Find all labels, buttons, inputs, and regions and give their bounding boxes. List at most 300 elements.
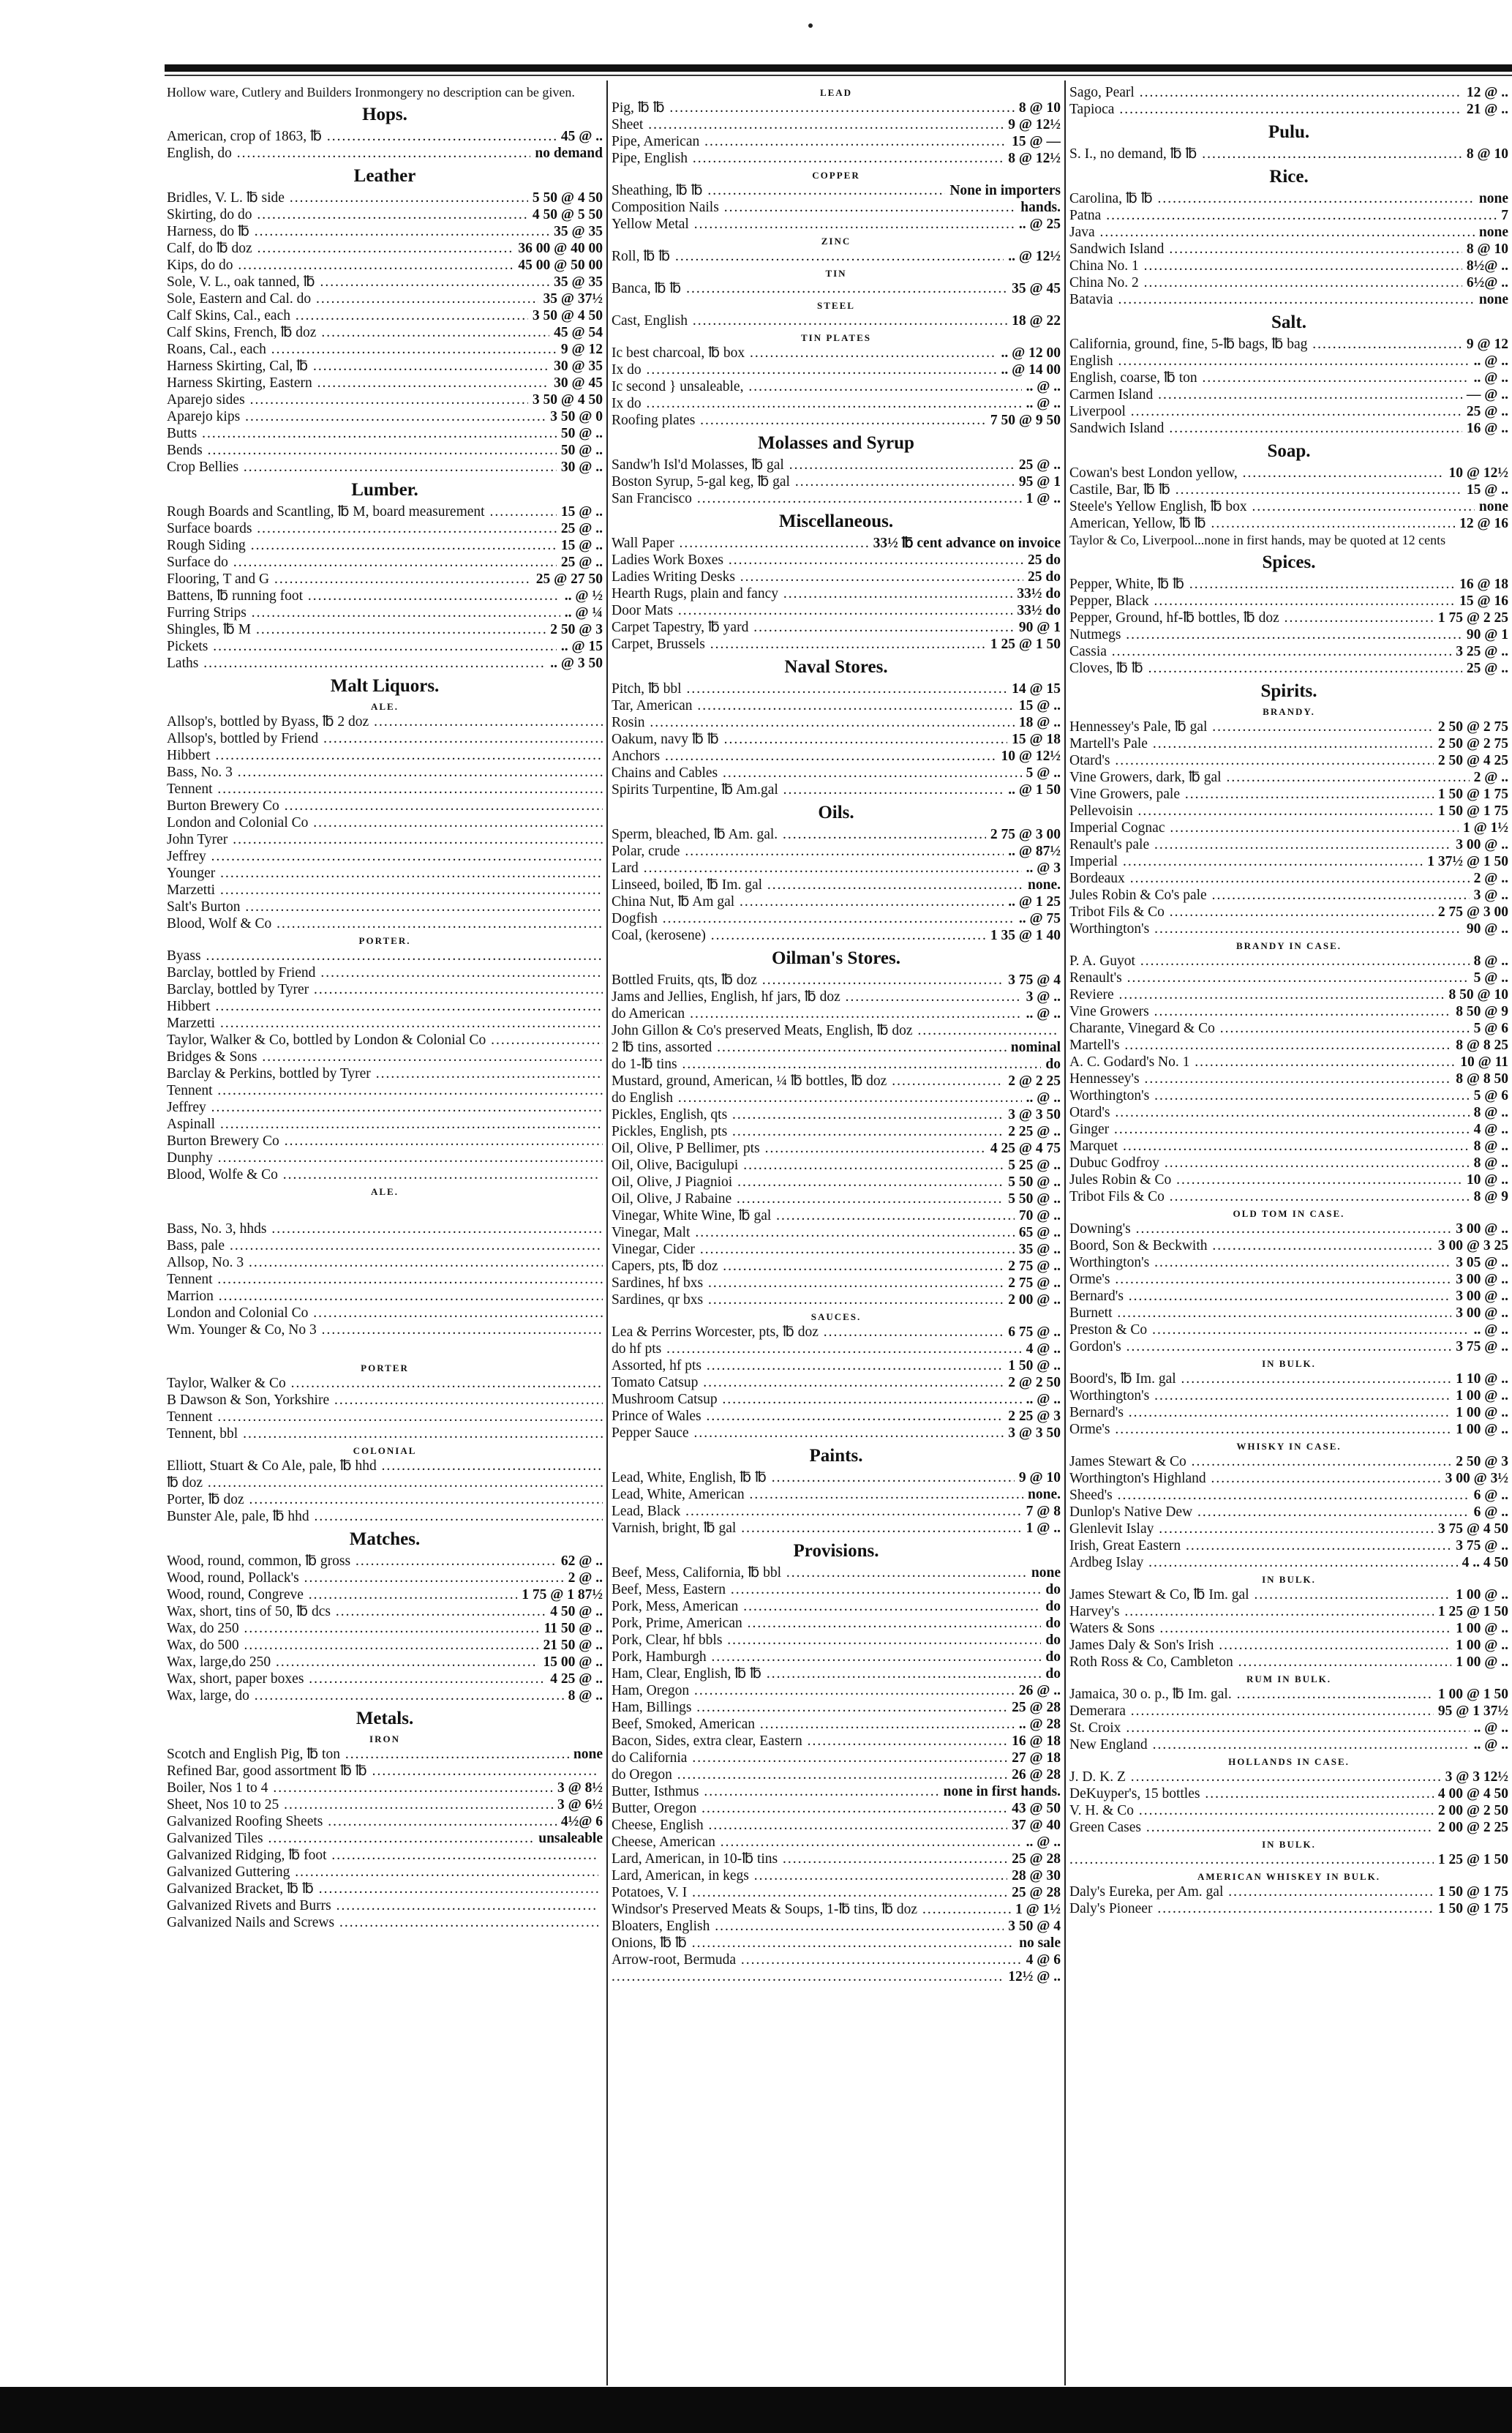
price-row [612,1699,1061,1716]
item-price: do [1045,1649,1061,1665]
item-name: Wm. Younger & Co, No 3 ..... [167,1322,603,1338]
price-row [612,1106,1061,1123]
section-heading: Metals. [356,1709,414,1728]
price-row [1069,1686,1508,1703]
price-row [612,1174,1061,1191]
item-name: Pickles, English, pts ..... [612,1123,1004,1140]
item-name: Steele's Yellow English, ℔ box ..... [1069,498,1475,515]
price-row [167,1847,603,1864]
subsection-heading: OLD TOM IN CASE. [1233,1208,1345,1219]
item-name: Daly's Pioneer ..... [1069,1900,1434,1917]
price-row [612,1157,1061,1174]
item-name: Calf Skins, Cal., each ..... [167,307,528,324]
item-price: 2 @ .. [1473,871,1508,886]
item-price: .. @ .. [1473,353,1508,369]
price-row [167,638,603,655]
item-price: 1 00 @ .. [1456,1638,1508,1653]
price-row [167,1881,603,1897]
item-price: 4 @ 6 [1026,1952,1061,1968]
price-row [1069,1654,1508,1671]
item-name: Pitch, ℔ bbl ..... [612,681,1007,697]
item-price: unsaleable [538,1831,603,1846]
item-price: 2 50 @ 3 [1456,1454,1508,1469]
item-price: 37 @ 40 [1012,1818,1061,1833]
item-price: 1 75 @ 1 87½ [522,1587,603,1602]
item-price: 8 @ .. [1473,1105,1508,1120]
price-row [167,1392,603,1409]
item-price: 21 50 @ .. [543,1638,603,1653]
item-price: 11 50 @ .. [544,1621,603,1636]
item-price: .. @ 3 [1026,861,1061,876]
item-price: 2 25 @ 3 [1008,1409,1061,1424]
price-row [1069,1371,1508,1387]
price-row [167,274,603,290]
item-price: 3 @ 8½ [557,1780,603,1796]
item-price: 8 @ .. [1473,1139,1508,1154]
item-price: .. @ 1 25 [1008,894,1061,910]
item-name: Wood, round, common, ℔ gross ..... [167,1553,557,1570]
price-row [1069,1305,1508,1322]
item-name: Laths ..... [167,655,546,672]
item-name: Galvanized Tiles ..... [167,1830,534,1847]
item-price: 10 @ 11 [1460,1054,1508,1070]
item-price: 3 75 @ 4 [1008,972,1061,988]
item-price: 2 50 @ 4 25 [1437,753,1508,768]
item-price: 3 50 @ 0 [550,409,603,424]
item-price: .. @ .. [1026,1090,1061,1106]
item-name: Tribot Fils & Co ..... [1069,904,1434,921]
price-row [167,223,603,240]
item-name: Galvanized Bracket, ℔ ℔ ..... [167,1881,598,1897]
item-price: 8 @ 9 [1473,1189,1508,1204]
item-price: do [1045,1632,1061,1648]
item-name [1069,1851,1434,1868]
item-price: none. [1028,877,1061,893]
item-name: Dubuc Godfroy ..... [1069,1155,1470,1171]
item-name: Calf Skins, French, ℔ doz ..... [167,324,549,341]
price-row [1069,719,1508,735]
price-row [167,831,603,848]
item-name: Oil, Olive, J Piagnioi ..... [612,1174,1004,1191]
price-row [167,1508,603,1525]
item-price: 90 @ .. [1466,921,1508,937]
price-row [612,1123,1061,1140]
price-row [1069,735,1508,752]
price-row [1069,515,1508,532]
price-row [612,1968,1061,1985]
price-row [1069,870,1508,887]
item-name: Patna ..... [1069,207,1497,224]
price-row [612,1783,1061,1800]
item-price: 2 75 @ .. [1008,1275,1061,1291]
subsection-heading: PORTER [361,1362,409,1373]
price-row [612,1073,1061,1090]
price-row [167,1746,603,1763]
top-rule-thin [165,75,1512,76]
item-price: 3 00 @ .. [1456,1289,1508,1304]
price-row [612,1682,1061,1699]
item-name: 2 ℔ tins, assorted ..... [612,1039,1007,1056]
price-row [1069,1637,1508,1654]
item-price: 15 @ .. [560,538,603,553]
item-name: Lead, White, English, ℔ ℔ ..... [612,1469,1015,1486]
item-price: 15 00 @ .. [543,1654,603,1670]
item-price: .. @ 75 [1018,911,1061,926]
price-row [1069,970,1508,986]
item-name: Pork, Prime, American ..... [612,1615,1041,1632]
price-row [1069,481,1508,498]
price-row [612,1207,1061,1224]
price-row [167,257,603,274]
item-name: Prince of Wales ..... [612,1408,1004,1425]
price-row [167,1271,603,1288]
price-row [612,1324,1061,1341]
item-name: do hf pts ..... [612,1341,1022,1357]
price-row [1069,1138,1508,1155]
item-name: Pipe, American ..... [612,133,1007,150]
top-rule [165,64,1512,72]
price-row [1069,576,1508,593]
item-price: 5 @ .. [1026,765,1061,781]
price-row [167,1687,603,1704]
price-row [1069,241,1508,258]
item-price: 33½ ℔ cent advance on invoice [873,536,1061,551]
price-row [167,1133,603,1150]
item-price: .. @ .. [1473,1322,1508,1338]
section-heading: Provisions. [793,1541,879,1561]
item-price: 5 @ 6 [1473,1088,1508,1103]
price-row [1069,1720,1508,1736]
item-name: Sole, V. L., oak tanned, ℔ ..... [167,274,549,290]
price-row [1069,1785,1508,1802]
grouped-items [167,1199,603,1360]
item-name: Lard ..... [612,860,1022,877]
price-row [1069,1470,1508,1487]
item-name: Ham, Billings ..... [612,1699,1007,1716]
item-name: Worthington's ..... [1069,1387,1451,1404]
item-price: .. @ .. [1026,379,1061,394]
item-name: Otard's ..... [1069,752,1434,769]
item-name: Burton Brewery Co ..... [167,1133,603,1150]
item-price: 2 75 @ 3 00 [990,827,1061,842]
item-name: Burton Brewery Co ..... [167,798,603,814]
item-name: Shingles, ℔ M ..... [167,621,546,638]
item-name: Ladies Writing Desks ..... [612,569,1023,585]
item-price: 30 @ 35 [554,359,603,374]
price-row [1069,1404,1508,1421]
price-row [1069,1188,1508,1205]
item-price: none [1478,191,1508,206]
price-row [167,848,603,865]
item-name: Butts ..... [167,425,557,442]
price-row [167,1458,603,1474]
item-name: Oakum, navy ℔ ℔ ..... [612,731,1007,748]
price-row [167,1254,603,1271]
item-name: Downing's ..... [1069,1221,1451,1237]
price-row [1069,593,1508,610]
item-name: Mushroom Catsup ..... [612,1391,1022,1408]
section-heading: Salt. [1271,312,1306,332]
price-row [1069,498,1508,515]
item-name: Cloves, ℔ ℔ ..... [1069,660,1462,677]
item-price: 8 @ 10 [1466,241,1508,257]
price-row [1069,1819,1508,1836]
price-row [167,190,603,206]
item-name: Vine Growers ..... [1069,1003,1451,1020]
item-name: Bunster Ale, pale, ℔ hhd ..... [167,1508,603,1525]
price-row [612,1140,1061,1157]
item-name: Roll, ℔ ℔ ..... [612,248,1004,265]
item-name: Lard, American, in kegs ..... [612,1867,1007,1884]
price-row [1069,146,1508,162]
item-price: 1 00 @ 1 50 [1437,1687,1508,1702]
item-name: Wood, round, Congreve ..... [167,1586,517,1603]
item-price: 4½@ 6 [560,1814,603,1829]
item-price: .. @ .. [1026,396,1061,411]
price-row [167,1864,603,1881]
price-row [167,1032,603,1049]
item-name: Beef, Mess, California, ℔ bbl ..... [612,1564,1027,1581]
item-name: James Stewart & Co, ℔ Im. gal ..... [1069,1586,1451,1603]
item-price: 3 75 @ .. [1456,1339,1508,1354]
item-name: Lead, White, American ..... [612,1486,1023,1503]
item-price: 25 do [1028,552,1061,568]
price-row [1069,1603,1508,1620]
price-row [612,280,1061,297]
item-price: 5 50 @ .. [1008,1174,1061,1190]
item-name: Ham, Oregon ..... [612,1682,1015,1699]
price-row [1069,1020,1508,1037]
item-name: Carmen Island ..... [1069,386,1462,403]
item-price: 30 @ 45 [554,375,603,391]
price-row [1069,207,1508,224]
item-price: 3 25 @ .. [1456,644,1508,659]
price-row [1069,1487,1508,1504]
item-price: 3 50 @ 4 50 [532,392,603,408]
price-row [612,1901,1061,1918]
price-row [167,307,603,324]
section-heading: Oilman's Stores. [772,948,900,968]
item-name: American, Yellow, ℔ ℔ ..... [1069,515,1455,532]
item-name: Flooring, T and G ..... [167,571,532,588]
item-price: 45 @ 54 [554,325,603,340]
item-name: Tar, American ..... [612,697,1015,714]
price-row [167,1237,603,1254]
price-row [167,1637,603,1654]
item-name: Wax, large,do 250 ..... [167,1654,538,1671]
item-name: Green Cases ..... [1069,1819,1434,1836]
item-price: 8 @ .. [568,1688,603,1703]
item-price: 2 @ 2 25 [1008,1073,1061,1089]
price-row [612,378,1061,395]
item-price: none. [1028,1487,1061,1502]
item-name: Refined Bar, good assortment ℔ ℔ ..... [167,1763,598,1780]
item-price: 50 @ .. [560,443,603,458]
price-row [167,1015,603,1032]
price-row [167,408,603,425]
price-row [167,814,603,831]
item-name: Roth Ross & Co, Cambleton ..... [1069,1654,1451,1671]
price-column-2 [612,84,1061,2382]
item-price: .. @ 15 [560,639,603,654]
price-row [1069,1003,1508,1020]
price-row [612,1374,1061,1391]
item-name: Pipe, English ..... [612,150,1004,167]
item-price: .. @ .. [1473,1720,1508,1736]
item-price: 3 00 @ 3 25 [1437,1238,1508,1253]
item-name: Bacon, Sides, extra clear, Eastern ..... [612,1733,1007,1750]
item-name: Allsop's, bottled by Friend ..... [167,730,603,747]
price-row [1069,1338,1508,1355]
subsection-heading: AMERICAN WHISKEY IN BULK. [1197,1871,1381,1882]
price-row [612,345,1061,361]
item-name: Pepper Sauce ..... [612,1425,1004,1442]
price-row [1069,660,1508,677]
item-price: 6 @ .. [1473,1504,1508,1520]
item-price: 8 @ 10 [1466,146,1508,162]
item-name: Demerara ..... [1069,1703,1434,1720]
item-name: do California ..... [612,1750,1007,1766]
grouped-items [167,713,603,932]
item-price: 1 @ .. [1026,491,1061,506]
item-name: Polar, crude ..... [612,843,1004,860]
item-price: 5 50 @ 4 50 [532,190,603,206]
item-name: St. Croix ..... [1069,1720,1470,1736]
item-price: 15 @ 18 [1012,732,1061,747]
item-price: 3 50 @ 4 50 [532,308,603,323]
item-name: Charante, Vinegard & Co ..... [1069,1020,1470,1037]
item-name: Composition Nails ..... [612,199,1016,216]
item-price: 45 00 @ 50 00 [518,258,603,273]
price-row [612,826,1061,843]
item-name: Capers, pts, ℔ doz ..... [612,1258,1004,1275]
item-price: 6 @ .. [1473,1488,1508,1503]
subsection-heading: WHISKY IN CASE. [1236,1441,1342,1452]
item-name: Worthington's ..... [1069,921,1462,937]
item-name: do 1-℔ tins ..... [612,1056,1041,1073]
subsection-heading: ZINC [821,236,851,247]
item-name: John Tyrer ..... [167,831,603,848]
item-name: Mustard, ground, American, ¼ ℔ bottles, ℔ doz ..... [612,1073,1004,1090]
price-row [167,1116,603,1133]
price-row [1069,1221,1508,1237]
price-row [1069,1322,1508,1338]
price-row [612,893,1061,910]
subsection-heading: STEEL [817,300,855,311]
item-name: Tribot Fils & Co ..... [1069,1188,1470,1205]
item-price: 2 @ .. [568,1570,603,1586]
section-heading: Spices. [1262,552,1316,572]
column-divider [606,80,608,2385]
item-price: 30 @ .. [560,460,603,475]
price-row [612,395,1061,412]
item-name: Lea & Perrins Worcester, pts, ℔ doz ..... [612,1324,1004,1341]
price-row [167,899,603,915]
item-name: Onions, ℔ ℔ ..... [612,1935,1015,1952]
item-name: Ardbeg Islay ..... [1069,1554,1458,1571]
item-price: 35 @ 35 [554,274,603,290]
item-name: Aparejo sides ..... [167,391,528,408]
price-row [612,714,1061,731]
price-row [167,998,603,1015]
price-row [1069,1736,1508,1753]
item-name: English, do ..... [167,145,530,162]
item-name: Hennessey's ..... [1069,1071,1451,1087]
item-name: Wax, do 250 ..... [167,1620,540,1637]
item-name: Taylor, Walker & Co ..... [167,1375,603,1392]
item-name: Orme's ..... [1069,1271,1451,1288]
price-row [1069,1504,1508,1521]
section-heading: Oils. [818,803,854,822]
price-row [1069,643,1508,660]
item-price: 8 @ 12½ [1008,151,1061,166]
price-row [612,1357,1061,1374]
item-name: Younger ..... [167,865,603,882]
item-name: China No. 2 ..... [1069,274,1462,291]
price-row [1069,820,1508,836]
item-price: 1 00 @ .. [1456,1422,1508,1437]
item-name: Spirits Turpentine, ℔ Am.gal ..... [612,781,1004,798]
item-price: 4 50 @ 5 50 [532,207,603,222]
item-name: Wax, do 500 ..... [167,1637,538,1654]
item-price: none [1031,1565,1061,1581]
item-price: 1 @ 1½ [1015,1902,1061,1917]
item-name: Bends ..... [167,442,557,459]
item-name: Hennessey's Pale, ℔ gal ..... [1069,719,1434,735]
item-name: Beef, Smoked, American ..... [612,1716,1015,1733]
item-name: Taylor, Walker & Co, bottled by London & Colonial Co ..... [167,1032,603,1049]
item-price: 25 do [1028,569,1061,585]
item-name: American, crop of 1863, ℔ ..... [167,128,557,145]
item-name: Arrow-root, Bermuda ..... [612,1952,1022,1968]
price-row [167,290,603,307]
section-heading: Molasses and Syrup [758,433,914,453]
price-row [1069,386,1508,403]
item-name: Dunlop's Native Dew ..... [1069,1504,1470,1521]
item-price: 15 @ .. [1466,482,1508,498]
item-name: Pellevoisin ..... [1069,803,1434,820]
item-price: 8 @ 8 50 [1456,1071,1508,1087]
item-price: 1 00 @ .. [1456,1405,1508,1420]
price-row [612,1056,1061,1073]
item-name: Varnish, bright, ℔ gal ..... [612,1520,1022,1537]
item-price: 8½@ .. [1466,258,1508,274]
item-name: do English ..... [612,1090,1022,1106]
subsection-heading: COLONIAL [353,1445,417,1456]
price-row [167,964,603,981]
section-heading: Paints. [809,1446,863,1466]
price-row [612,1564,1061,1581]
item-price: 28 @ 30 [1012,1868,1061,1883]
subsection-heading: HOLLANDS IN CASE. [1228,1756,1350,1767]
price-row [167,1082,603,1099]
item-name: Jules Robin & Co's pale ..... [1069,887,1470,904]
item-price: 3 @ 6½ [557,1797,603,1812]
item-price: 3 @ 3 50 [1008,1107,1061,1122]
item-name: Cowan's best London yellow, ..... [1069,465,1444,481]
item-price: 95 @ 1 [1018,474,1061,490]
item-name: Worthington's ..... [1069,1254,1451,1271]
price-row [612,910,1061,927]
item-name: Rough Siding ..... [167,537,557,554]
item-price: 1 25 @ 1 50 [990,637,1061,652]
price-row [1069,101,1508,118]
subsection-heading: BRANDY IN CASE. [1235,940,1342,951]
item-name: do Oregon ..... [612,1766,1007,1783]
price-row [1069,370,1508,386]
item-name: Irish, Great Eastern ..... [1069,1537,1451,1554]
item-name: S. I., no demand, ℔ ℔ ..... [1069,146,1462,162]
